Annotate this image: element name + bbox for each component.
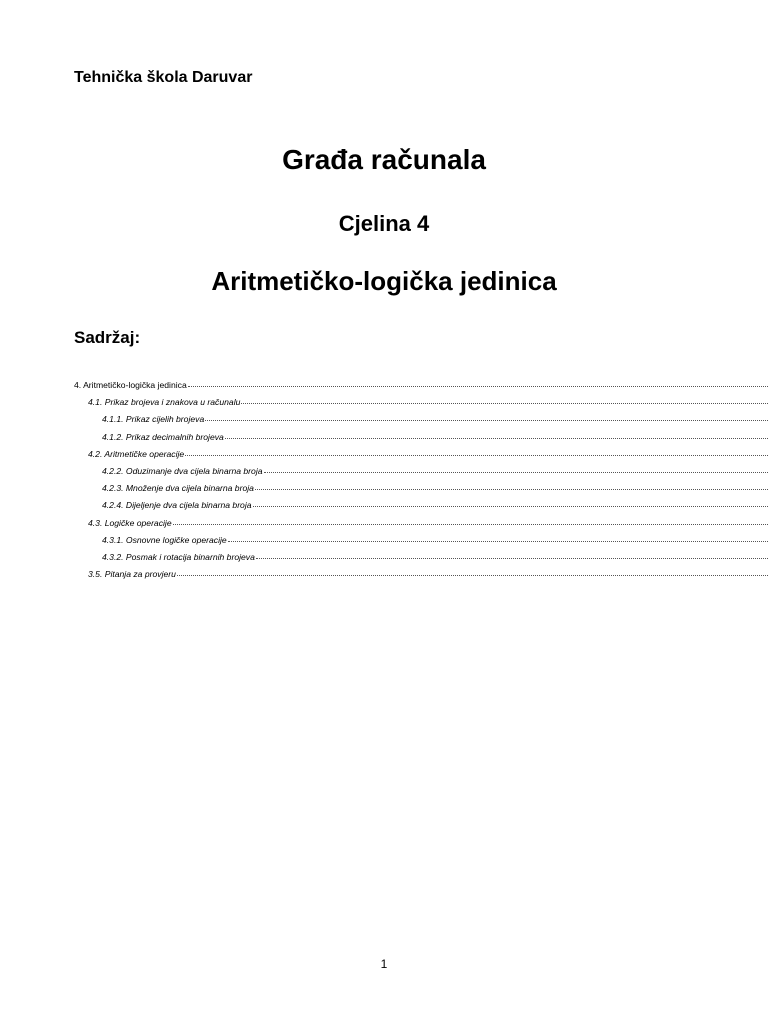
toc-entry-label: 4.2.4. Dijeljenje dva cijela binarna broja (102, 500, 252, 511)
school-name: Tehnička škola Daruvar (74, 69, 253, 86)
toc-leader-dots (173, 524, 768, 525)
toc-entry[interactable] (0, 517, 768, 534)
toc-entry[interactable] (0, 431, 768, 448)
toc-entry-label: 4.1.1. Prikaz cijelih brojeva (102, 414, 205, 425)
toc-leader-dots (264, 472, 768, 473)
toc-heading: Sadržaj: (74, 328, 141, 347)
toc-entry-label: 4.3.2. Posmak i rotacija binarnih brojeva (102, 551, 255, 562)
toc-leader-dots (188, 386, 768, 387)
page-number: 1 (380, 957, 388, 971)
toc-entry-label: 4.2.3. Množenje dva cijela binarna broja (102, 483, 254, 494)
toc-leader-dots (185, 455, 768, 456)
toc-entry[interactable] (0, 396, 768, 413)
toc-leader-dots (255, 489, 768, 490)
toc-leader-dots (253, 506, 768, 507)
toc-leader-dots (225, 438, 768, 439)
table-of-contents (0, 379, 768, 585)
unit-title: Cjelina 4 (338, 211, 430, 236)
toc-leader-dots (241, 403, 768, 404)
toc-entry[interactable] (0, 448, 768, 465)
toc-entry-label: 4.1.2. Prikaz decimalnih brojeva (102, 431, 224, 442)
toc-entry-label: 4.1. Prikaz brojeva i znakova u računalu (88, 397, 241, 408)
toc-entry[interactable] (0, 413, 768, 430)
toc-entry[interactable] (0, 534, 768, 551)
toc-entry[interactable] (0, 379, 768, 396)
toc-entry[interactable] (0, 465, 768, 482)
topic-title: Aritmetičko-logička jedinica (211, 266, 557, 296)
toc-entry-label: 4.3.1. Osnovne logičke operacije (102, 534, 227, 545)
toc-entry-label: 4.2. Aritmetičke operacije (88, 448, 185, 459)
toc-entry-label: 4. Aritmetičko-logička jedinica (74, 380, 187, 390)
toc-entry-label: 3.5. Pitanja za provjeru (88, 569, 176, 580)
toc-entry[interactable] (0, 482, 768, 499)
toc-entry[interactable] (0, 551, 768, 568)
toc-leader-dots (205, 420, 768, 421)
toc-entry[interactable] (0, 568, 768, 585)
toc-entry-label: 4.2.2. Oduzimanje dva cijela binarna broja (102, 465, 263, 476)
toc-leader-dots (256, 558, 768, 559)
toc-entry[interactable] (0, 499, 768, 516)
toc-entry-label: 4.3. Logičke operacije (88, 517, 172, 528)
toc-leader-dots (228, 541, 768, 542)
subject-title: Građa računala (282, 144, 486, 175)
toc-leader-dots (177, 575, 768, 576)
